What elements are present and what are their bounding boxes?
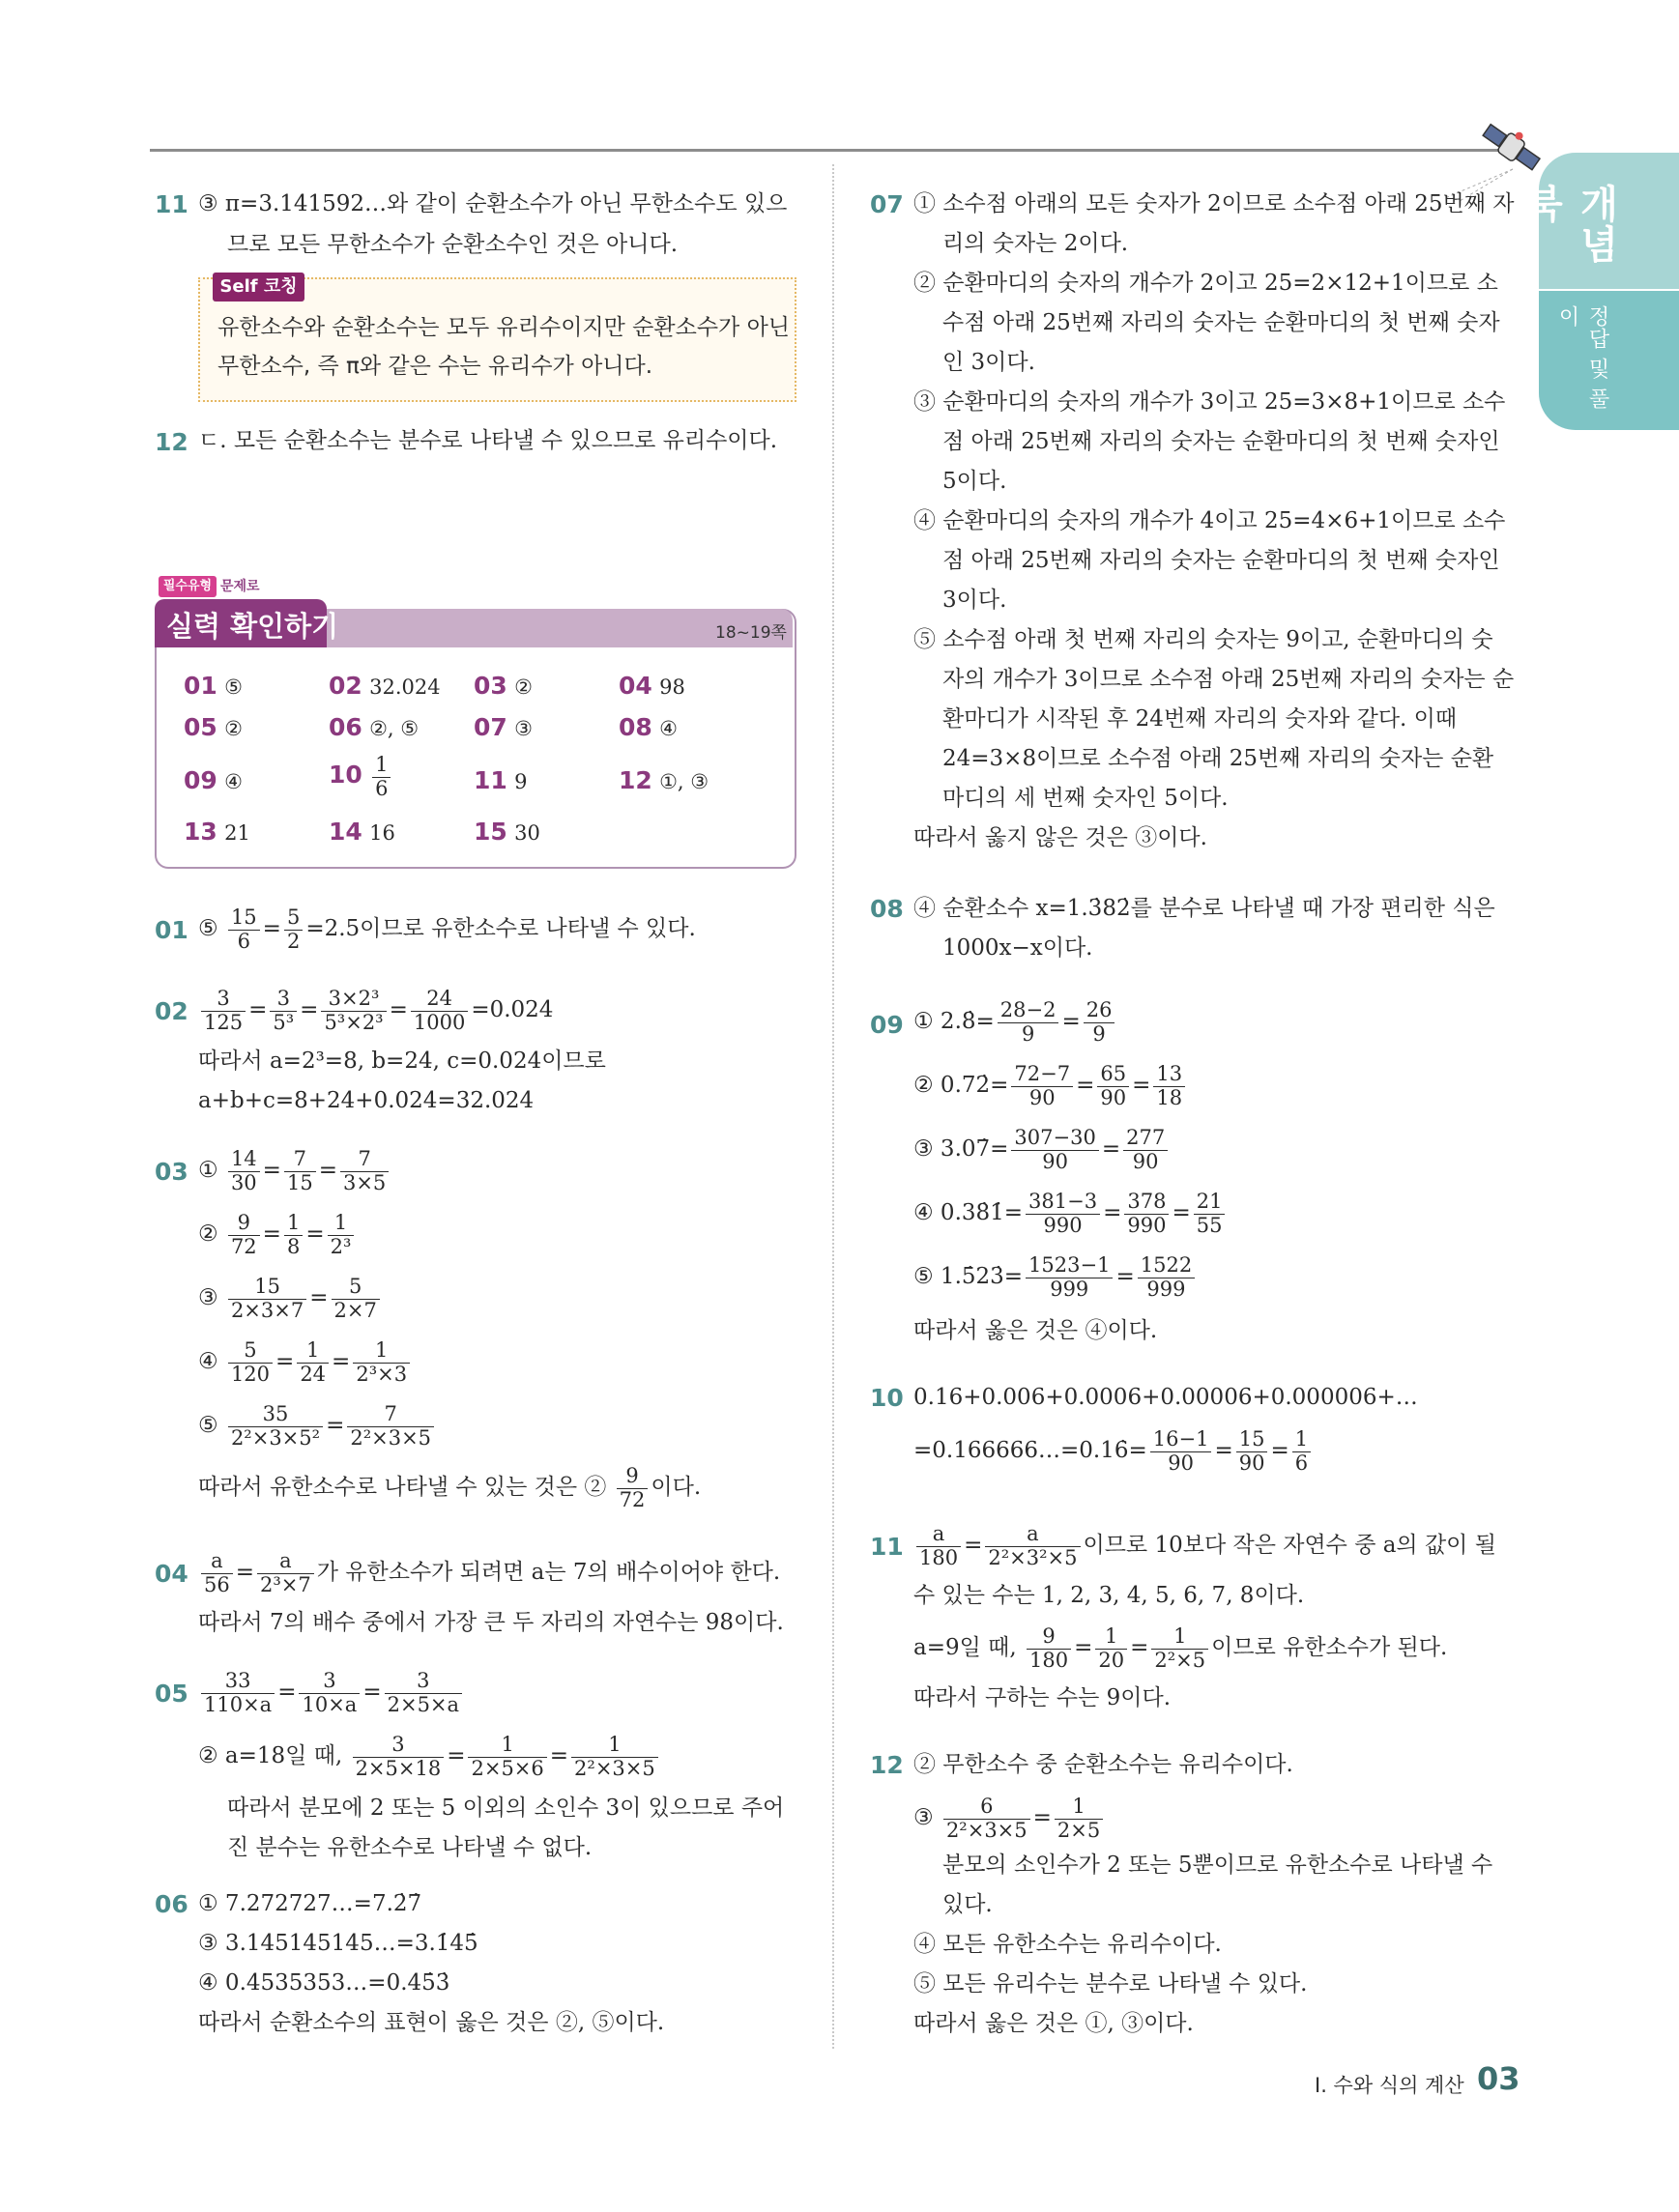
s08-line2: 1000x−x이다. xyxy=(942,935,1093,961)
summary-item: 11 9 xyxy=(474,766,528,794)
summary-item-fraction: 10 $\frac{1}{6}$ xyxy=(329,754,393,800)
s07-line: ③ 순환마디의 숫자의 개수가 3이고 25=3×8+1이므로 소수 xyxy=(913,389,1506,415)
s07-number: 07 xyxy=(870,190,904,218)
s12-line7: 따라서 옳은 것은 ①, ③이다. xyxy=(913,2011,1194,2036)
s05-line4: 진 분수는 유한소수로 나타낼 수 없다. xyxy=(227,1835,593,1860)
s02-number: 02 xyxy=(155,997,188,1025)
s05-line2: ② a=18일 때, $\frac{3}{2\times 5\times 18}$ = $\frac{1}{2\times 5\times 6}$ = $\frac{1}{\text{2²×3×5}}$ xyxy=(198,1734,661,1780)
s09-row3: ③ 3.07̇= $\frac{307-30}{90}$ = $\frac{277}{90}$ xyxy=(913,1127,1171,1173)
s07-line: 환마디가 시작된 후 24번째 자리의 숫자와 같다. 이때 xyxy=(942,706,1458,732)
s03-row1: ① $\frac{14}{30}$ = $\frac{7}{15}$ = $\frac{7}{3\times 5}$ xyxy=(198,1148,391,1194)
s12-number: 12 xyxy=(870,1751,904,1779)
s05-line1: $\frac{33}{110\times a}$ = $\frac{3}{10\times a}$ = $\frac{3}{2\times 5\times a}$ xyxy=(198,1670,465,1716)
summary-badge-required: 필수유형 xyxy=(159,576,217,597)
s07-line: 점 아래 25번째 자리의 숫자는 순환마디의 첫 번째 숫자인 xyxy=(942,429,1500,454)
s03-number: 03 xyxy=(155,1158,188,1186)
s06-line3: ④ 0.4535353…=0.45̇3̇ xyxy=(198,1970,450,1996)
summary-item: 06 ②, ⑤ xyxy=(329,713,420,741)
s07-line: 5이다. xyxy=(942,469,1007,494)
s02-line1: $\frac{3}{125}$ = $\frac{3}{\text{5³}}$ = $\frac{\text{3×2³}}{\text{5³×2³}}$ = $\frac{24}{1000}$ =0.024 xyxy=(198,988,553,1034)
s07-line: ② 순환마디의 숫자의 개수가 2이고 25=2×12+1이므로 소 xyxy=(913,271,1498,296)
q12-number: 12 xyxy=(155,428,188,456)
s07-line: 인 3이다. xyxy=(942,350,1035,375)
s11-line3: a=9일 때, $\frac{9}{180}$ = $\frac{1}{20}$ = $\frac{1}{\text{2²×5}}$ 이므로 유한소수가 된다. xyxy=(913,1624,1448,1672)
summary-item: 02 32.024 xyxy=(329,672,441,700)
summary-item: 15 30 xyxy=(474,818,540,846)
s01-number: 01 xyxy=(155,916,188,944)
q11-number: 11 xyxy=(155,190,188,218)
s05-line3: 따라서 분모에 2 또는 5 이외의 소인수 3이 있으므로 주어 xyxy=(227,1795,785,1821)
s07-line: ① 소수점 아래의 모든 숫자가 2이므로 소수점 아래 25번째 자 xyxy=(913,191,1515,216)
footer-chapter: Ⅰ. 수와 식의 계산 xyxy=(1315,2074,1464,2097)
s12-line4: 있다. xyxy=(942,1892,993,1917)
s03-row3: ③ $\frac{15}{2\times 3\times 7}$ = $\frac{5}{2\times 7}$ xyxy=(198,1276,383,1322)
s09-row4: ④ 0.38̇1̇= $\frac{381-3}{990}$ = $\frac{378}{990}$ = $\frac{21}{55}$ xyxy=(913,1191,1228,1237)
summary-badge-problems: 문제로 xyxy=(220,579,260,594)
summary-item: 09 ④ xyxy=(184,766,243,794)
s09-conclusion: 따라서 옳은 것은 ④이다. xyxy=(913,1318,1158,1343)
s10-line2: =0.166666…=0.16̇= $\frac{16-1}{90}$ = $\frac{15}{90}$ = $\frac{1}{6}$ xyxy=(913,1428,1314,1475)
s11-line4: 따라서 구하는 수는 9이다. xyxy=(913,1685,1172,1710)
s07-line: 자의 개수가 3이므로 소수점 아래 25번째 자리의 숫자는 순 xyxy=(942,667,1515,692)
s09-row2: ② 0.72̇= $\frac{72-7}{90}$ = $\frac{65}{90}$ = $\frac{13}{18}$ xyxy=(913,1063,1188,1109)
s09-row1: ① 2.8̇= $\frac{28-2}{9}$ = $\frac{26}{9}$ xyxy=(913,999,1117,1046)
summary-item: 08 ④ xyxy=(619,713,678,741)
s05-number: 05 xyxy=(155,1680,188,1708)
q11-line1: ③ π=3.141592…와 같이 순환소수가 아닌 무한소수도 있으 xyxy=(198,191,788,216)
answer-summary-title: 실력 확인하기 xyxy=(166,610,339,643)
s04-number: 04 xyxy=(155,1560,188,1588)
s07-line: 24=3×8이므로 소수점 아래 25번째 자리의 숫자는 순환 xyxy=(942,746,1494,771)
summary-item: 01 ⑤ xyxy=(184,672,243,700)
s02-line2: 따라서 a=2³=8, b=24, c=0.024이므로 xyxy=(198,1049,606,1074)
summary-item: 05 ② xyxy=(184,713,243,741)
side-tab-section-label: 정답 및 풀이 xyxy=(1555,305,1609,410)
summary-item: 12 ①, ③ xyxy=(619,766,709,794)
s03-row5: ⑤ $\frac{35}{\text{2²×3×5²}}$ = $\frac{7}{\text{2²×3×5}}$ xyxy=(198,1403,437,1450)
side-tab-book-label: 개념북 xyxy=(1519,184,1618,265)
summary-item: 04 98 xyxy=(619,672,685,700)
s06-number: 06 xyxy=(155,1890,188,1918)
s12-line2: ③ $\frac{6}{\text{2²×3×5}}$ = $\frac{1}{2\times 5}$ xyxy=(913,1795,1106,1842)
s07-line: 점 아래 25번째 자리의 숫자는 순환마디의 첫 번째 숫자인 xyxy=(942,548,1500,573)
s04-line2: 따라서 7의 배수 중에서 가장 큰 두 자리의 자연수는 98이다. xyxy=(198,1610,784,1635)
s06-line1: ① 7.272727…=7.2̇7̇ xyxy=(198,1891,422,1916)
s03-row2: ② $\frac{9}{72}$ = $\frac{1}{8}$ = $\frac{1}{\text{2³}}$ xyxy=(198,1212,357,1258)
s11-line1: $\frac{a}{180}$ = $\frac{a}{\text{2²×3²×5}}$ 이므로 10보다 작은 자연수 중 a의 값이 될 xyxy=(913,1523,1496,1569)
s08-number: 08 xyxy=(870,895,904,923)
s12-line6: ⑤ 모든 유리수는 분수로 나타낼 수 있다. xyxy=(913,1971,1308,1997)
s08-line1: ④ 순환소수 x=1.3̇82̇를 분수로 나타낼 때 가장 편리한 식은 xyxy=(913,896,1495,921)
summary-item: 14 16 xyxy=(329,818,395,846)
coaching-line1: 유한소수와 순환소수는 모두 유리수이지만 순환소수가 아닌 xyxy=(217,315,791,340)
self-coaching-badge: Self 코칭 xyxy=(213,273,304,302)
s07-line: 리의 숫자는 2이다. xyxy=(942,231,1129,256)
q12-line1: ㄷ. 모든 순환소수는 분수로 나타낼 수 있으므로 유리수이다. xyxy=(198,428,778,453)
s11-number: 11 xyxy=(870,1533,904,1561)
s06-line4: 따라서 순환소수의 표현이 옳은 것은 ②, ⑤이다. xyxy=(198,2010,665,2035)
top-rule xyxy=(150,149,1513,152)
summary-item: 07 ③ xyxy=(474,713,533,741)
s11-line2: 수 있는 수는 1, 2, 3, 4, 5, 6, 7, 8이다. xyxy=(913,1583,1305,1608)
s03-conclusion: 따라서 유한소수로 나타낼 수 있는 것은 ② $\frac{9}{72}$ 이다. xyxy=(198,1464,702,1511)
coaching-line2: 무한소수, 즉 π와 같은 수는 유리수가 아니다. xyxy=(217,354,653,379)
s07-line: 마디의 세 번째 숫자인 5이다. xyxy=(942,786,1229,811)
s12-line5: ④ 모든 유한소수는 유리수이다. xyxy=(913,1932,1222,1957)
side-tab-divider xyxy=(1539,289,1679,291)
summary-item: 13 21 xyxy=(184,818,250,846)
s07-line: ④ 순환마디의 숫자의 개수가 4이고 25=4×6+1이므로 소수 xyxy=(913,508,1506,533)
s10-number: 10 xyxy=(870,1384,904,1412)
s09-row5: ⑤ 1.5̇23̇= $\frac{1523-1}{999}$ = $\frac{1522}{999}$ xyxy=(913,1254,1198,1301)
s02-line3: a+b+c=8+24+0.024=32.024 xyxy=(198,1088,535,1113)
s09-number: 09 xyxy=(870,1011,904,1039)
s10-line1: 0.16+0.006+0.0006+0.00006+0.000006+… xyxy=(913,1385,1418,1410)
column-divider xyxy=(832,164,834,2049)
s04-line1: $\frac{a}{56}$ = $\frac{a}{\text{2³×7}}$ 가 유한소수가 되려면 a는 7의 배수이어야 한다. xyxy=(198,1550,780,1596)
s12-line3: 분모의 소인수가 2 또는 5뿐이므로 유한소수로 나타낼 수 xyxy=(942,1853,1493,1878)
q11-line2: 므로 모든 무한소수가 순환소수인 것은 아니다. xyxy=(227,232,679,257)
fraction: $\frac{1}{6}$ xyxy=(372,754,391,800)
s01-line: ⑤ $\frac{15}{6}$ = $\frac{5}{2}$ =2.5이므로 유한소수로 나타낼 수 있다. xyxy=(198,905,696,953)
s06-line2: ③ 3.145145145…=3.1̇45̇ xyxy=(198,1931,478,1956)
page-number: 03 xyxy=(1477,2060,1520,2097)
s03-row4: ④ $\frac{5}{120}$ = $\frac{1}{24}$ = $\frac{1}{\text{2³×3}}$ xyxy=(198,1339,413,1386)
s12-line1: ② 무한소수 중 순환소수는 유리수이다. xyxy=(913,1752,1293,1777)
s07-line: ⑤ 소수점 아래 첫 번째 자리의 숫자는 9이고, 순환마디의 숫 xyxy=(913,627,1493,652)
s07-line: 3이다. xyxy=(942,588,1007,613)
s07-line: 수점 아래 25번째 자리의 숫자는 순환마디의 첫 번째 숫자 xyxy=(942,310,1500,335)
s07-line: 따라서 옳지 않은 것은 ③이다. xyxy=(913,825,1207,850)
summary-item: 03 ② xyxy=(474,672,533,700)
summary-page-range: 18~19쪽 xyxy=(715,623,787,643)
